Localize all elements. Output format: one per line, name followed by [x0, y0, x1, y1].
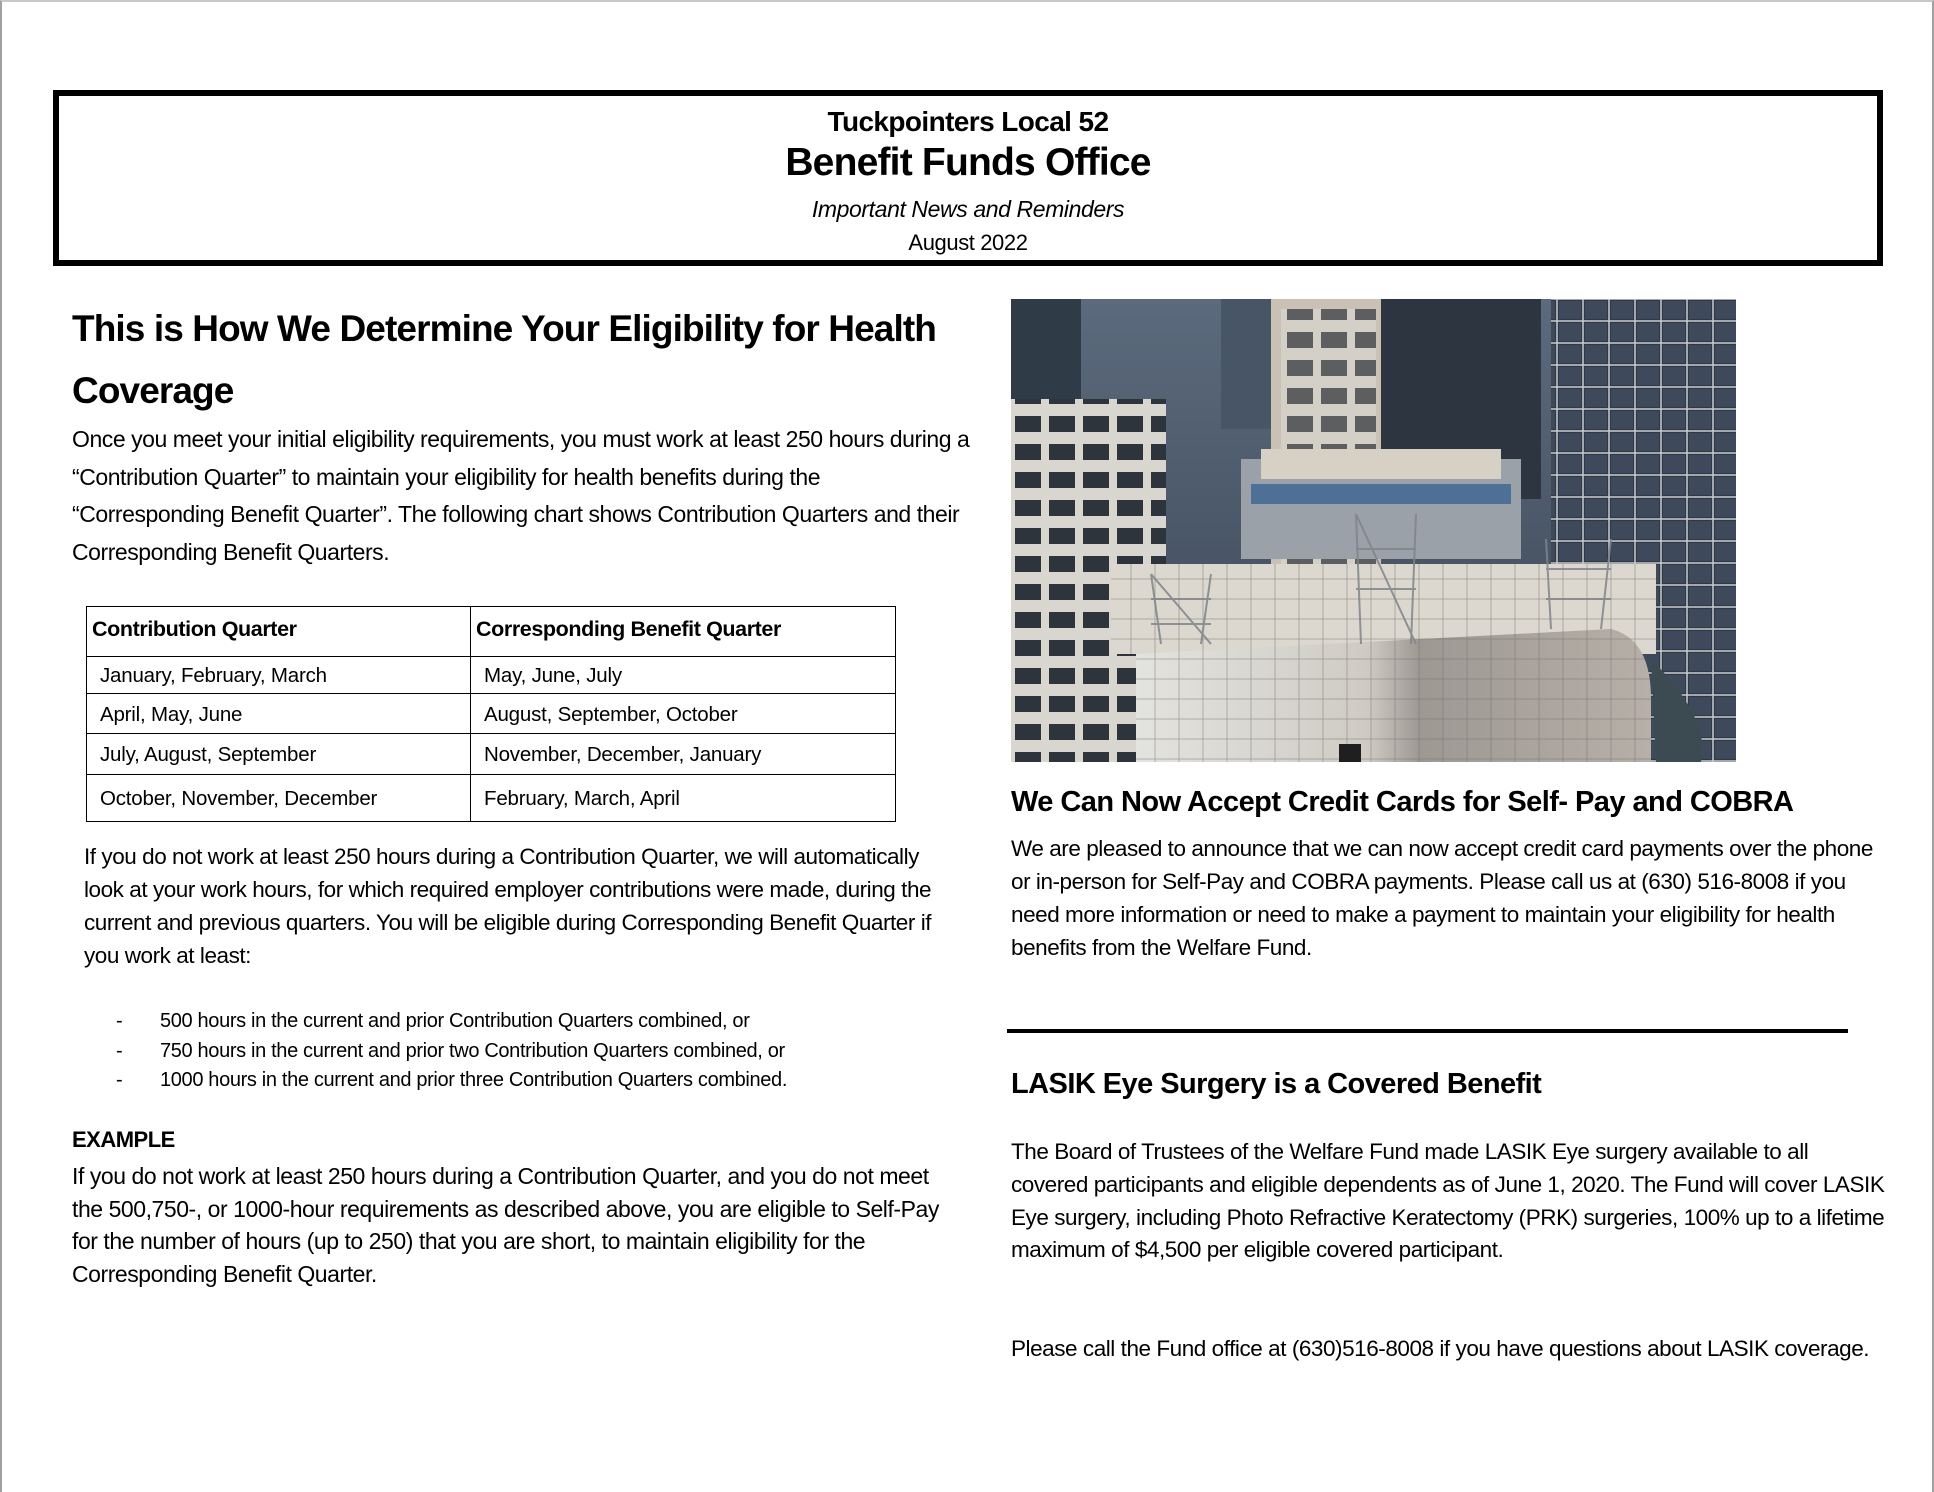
example-label: EXAMPLE — [72, 1127, 175, 1152]
table-header-row — [87, 607, 896, 657]
credit-card-body: We are pleased to announce that we can now accept credit card payments over the phone or in-person for Self-Pay and COBRA payments. Please call us at (630) 516-8008 if you need more information or need to make a payment to maintain your eligibility for health benefits from the Welfare Fund. — [1011, 836, 1873, 960]
lasik-contact: Please call the Fund office at (630)516-8008 if you have questions about LASIK coverage. — [1011, 1336, 1870, 1361]
table-row — [87, 657, 896, 694]
table-row — [87, 775, 896, 822]
table-row — [87, 694, 896, 734]
dash-bullet-icon: - — [116, 1039, 123, 1062]
eligibility-heading: This is How We Determine Your Eligibility for Health Coverage — [72, 308, 936, 411]
eligibility-intro: Once you meet your initial eligibility requirements, you must work at least 250 hours during a “Contribution Quarter” to maintain your eligibility for health benefits during the “Corresponding Benefit Quarter”. The following chart shows Contribution Quarters and their Corresponding Benefit Quarters. — [72, 426, 970, 565]
list-item-text: 1000 hours in the current and prior three Contribution Quarters combined. — [160, 1069, 788, 1091]
contribution-quarter-cell: January, February, March — [87, 657, 471, 694]
lasik-body: The Board of Trustees of the Welfare Fund made LASIK Eye surgery available to all covered participants and eligible dependents as of June 1, 2020. The Fund will cover LASIK Eye surgery, including Photo Refractive Keratectomy (PRK) surgeries, 100% up to a lifetime maximum of $4,500 per eligible covered participant. — [1011, 1139, 1885, 1263]
quarters-table — [86, 606, 896, 822]
list-item — [112, 1007, 932, 1037]
dash-bullet-icon: - — [116, 1010, 123, 1032]
contribution-quarter-cell: October, November, December — [87, 775, 471, 822]
contribution-quarter-cell: April, May, June — [87, 694, 471, 734]
list-item-text: 500 hours in the current and prior Contribution Quarters combined, or — [160, 1010, 750, 1032]
credit-card-heading: We Can Now Accept Credit Cards for Self- Pay and COBRA — [1011, 786, 1794, 818]
list-item — [112, 1066, 932, 1096]
organization-name: Tuckpointers Local 52 — [827, 106, 1109, 137]
list-item — [112, 1037, 932, 1067]
masthead-box — [53, 90, 1883, 266]
dash-bullet-icon: - — [116, 1069, 123, 1091]
column-header-contribution: Contribution Quarter — [87, 607, 471, 657]
benefit-quarter-cell: May, June, July — [471, 657, 896, 694]
hours-requirements-list — [112, 1007, 932, 1096]
table-row — [87, 734, 896, 775]
lasik-heading: LASIK Eye Surgery is a Covered Benefit — [1011, 1068, 1542, 1100]
building-photo — [1011, 299, 1736, 762]
column-header-benefit: Corresponding Benefit Quarter — [471, 607, 896, 657]
issue-date: August 2022 — [908, 230, 1028, 255]
building-photo-graphic — [1011, 299, 1736, 762]
benefit-quarter-cell: November, December, January — [471, 734, 896, 775]
contribution-quarter-cell: July, August, September — [87, 734, 471, 775]
list-item-text: 750 hours in the current and prior two Contribution Quarters combined, or — [160, 1039, 785, 1062]
benefit-quarter-cell: August, September, October — [471, 694, 896, 734]
example-text: If you do not work at least 250 hours during a Contribution Quarter, and you do not meet the 500,750-, or 1000-hour requirements as described above, you are eligible to Self-Pay for the number of hours (up to 250) that you are short, to maintain eligibility for the Corresponding Benefit Quarter. — [72, 1163, 939, 1287]
fallback-paragraph: If you do not work at least 250 hours during a Contribution Quarter, we will automatically look at your work hours, for which required employer contributions were made, during the current and previous quarters. You will be eligible during Corresponding Benefit Quarter if you work at least: — [84, 844, 932, 968]
newsletter-subtitle: Important News and Reminders — [811, 196, 1125, 222]
benefit-quarter-cell: February, March, April — [471, 775, 896, 822]
newsletter-title: Benefit Funds Office — [785, 141, 1151, 184]
section-divider — [1007, 1029, 1848, 1033]
